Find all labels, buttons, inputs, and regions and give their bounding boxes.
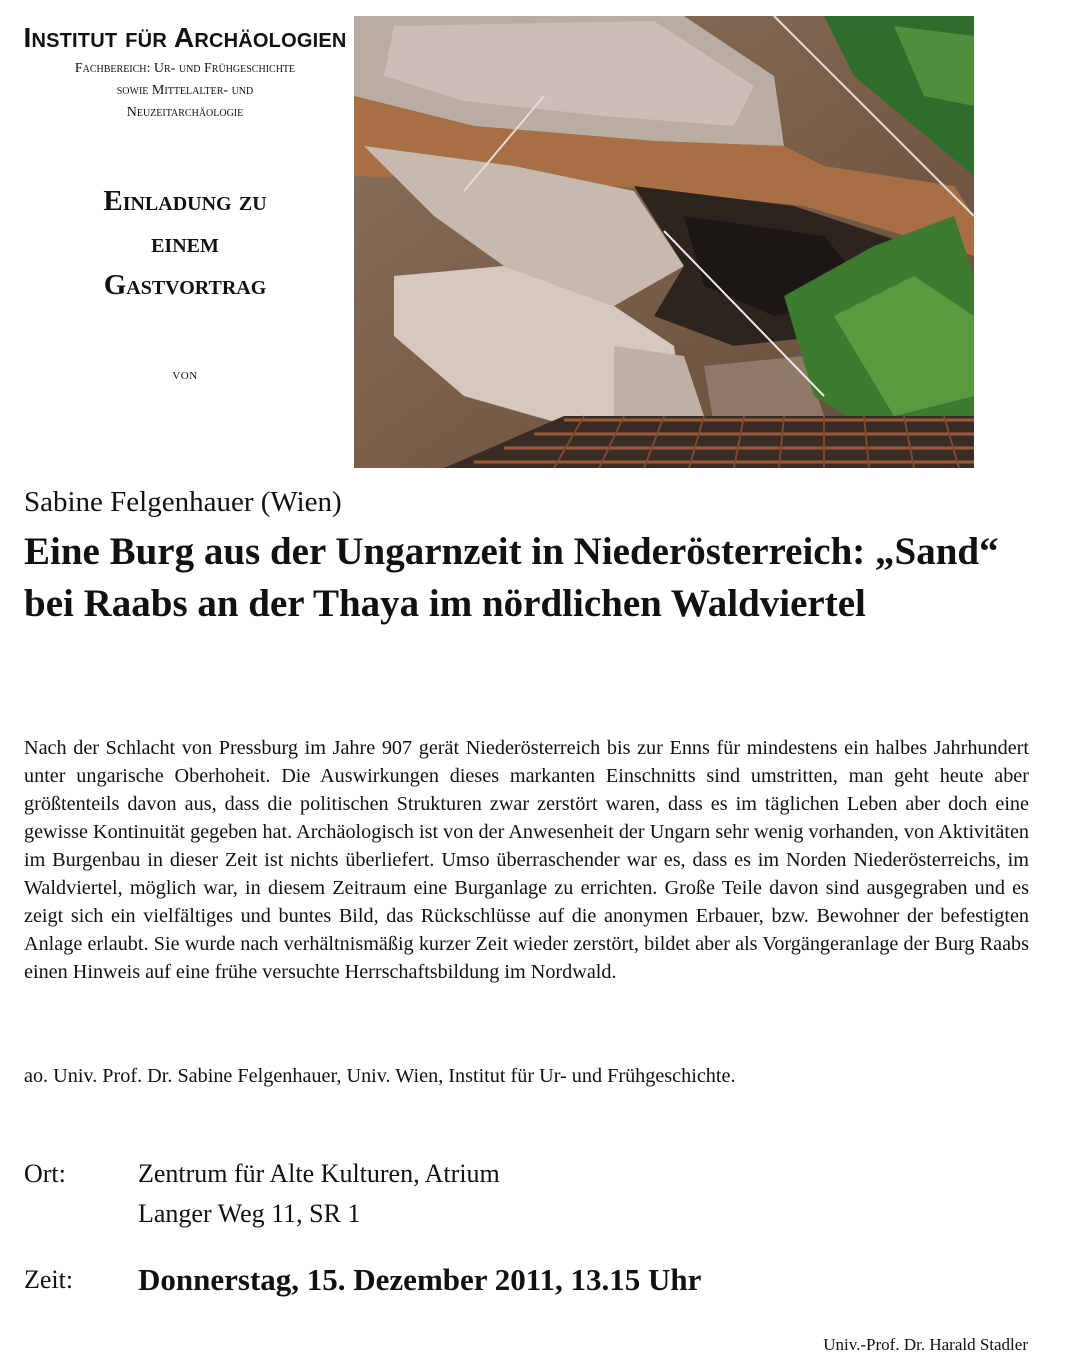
time-value: Donnerstag, 15. Dezember 2011, 13.15 Uhr (138, 1262, 702, 1297)
invitation-heading (20, 180, 350, 306)
invitation-line-2: einem (151, 227, 219, 259)
department-line-3: Neuzeitarchäologie (126, 105, 244, 120)
von-label: von (172, 366, 198, 383)
excavation-photo (354, 16, 974, 468)
speaker-affiliation: ao. Univ. Prof. Dr. Sabine Felgenhauer, Univ. Wien, Institut für Ur- und Frühgeschichte. (24, 1065, 736, 1087)
department-name (20, 58, 350, 124)
institute-header (20, 20, 350, 384)
lecture-abstract: Nach der Schlacht von Pressburg im Jahre 907 gerät Niederösterreich bis zur Enns für mindestens ein halbes Jahrhundert unter ungarische Oberhoheit. Die Auswirkungen dieses markanten Einschnitts sind umstritten, man geht heute aber größtenteils davon aus, dass die politischen Strukturen zwar zerstört waren, dass es im täglichen Leben aber doch eine gewisse Kontinuität gegeben hat. Archäologisch ist von der Anwesenheit der Ungarn sehr wenig vorhanden, von Aktivitäten im Burgenbau in dieser Zeit ist nichts überliefert. Umso überraschender war es, dass es im Norden Niederösterreichs, im Waldviertel, möglich war, in diesem Zeitraum eine Burganlage zu errichten. Große Teile davon sind ausgegraben und es zeigt sich ein vielfältiges und buntes Bild, das Rückschlüsse auf die anonymen Erbauer, bzw. Bewohner der befestigten Anlage erlaubt. Sie wurde nach verhältnismäßig kurzer Zeit wieder zerstört, bildet aber als Vorgängeranlage der Burg Raabs einen Hinweis auf eine frühe versuchte Herrschaftsbildung im Nordwald. (24, 737, 1029, 983)
speaker-name: Sabine Felgenhauer (Wien) (24, 486, 342, 518)
organizer-signature: Univ.-Prof. Dr. Harald Stadler (823, 1335, 1028, 1354)
location-address: Langer Weg 11, SR 1 (138, 1199, 361, 1228)
department-line-1: Fachbereich: Ur- und Frühgeschichte (74, 61, 296, 76)
location-label: Ort: (24, 1159, 66, 1188)
invitation-line-3: Gastvortrag (103, 269, 267, 301)
time-label: Zeit: (24, 1265, 74, 1294)
invitation-line-1: Einladung zu (103, 185, 267, 217)
lecture-title: Eine Burg aus der Ungarnzeit in Niederösterreich: „Sand“ bei Raabs an der Thaya im nördlichen Waldviertel (24, 530, 999, 625)
department-line-2: sowie Mittelalter- und (116, 83, 254, 98)
location-venue: Zentrum für Alte Kulturen, Atrium (138, 1159, 500, 1188)
institute-name: Institut für Archäologien (23, 22, 347, 53)
